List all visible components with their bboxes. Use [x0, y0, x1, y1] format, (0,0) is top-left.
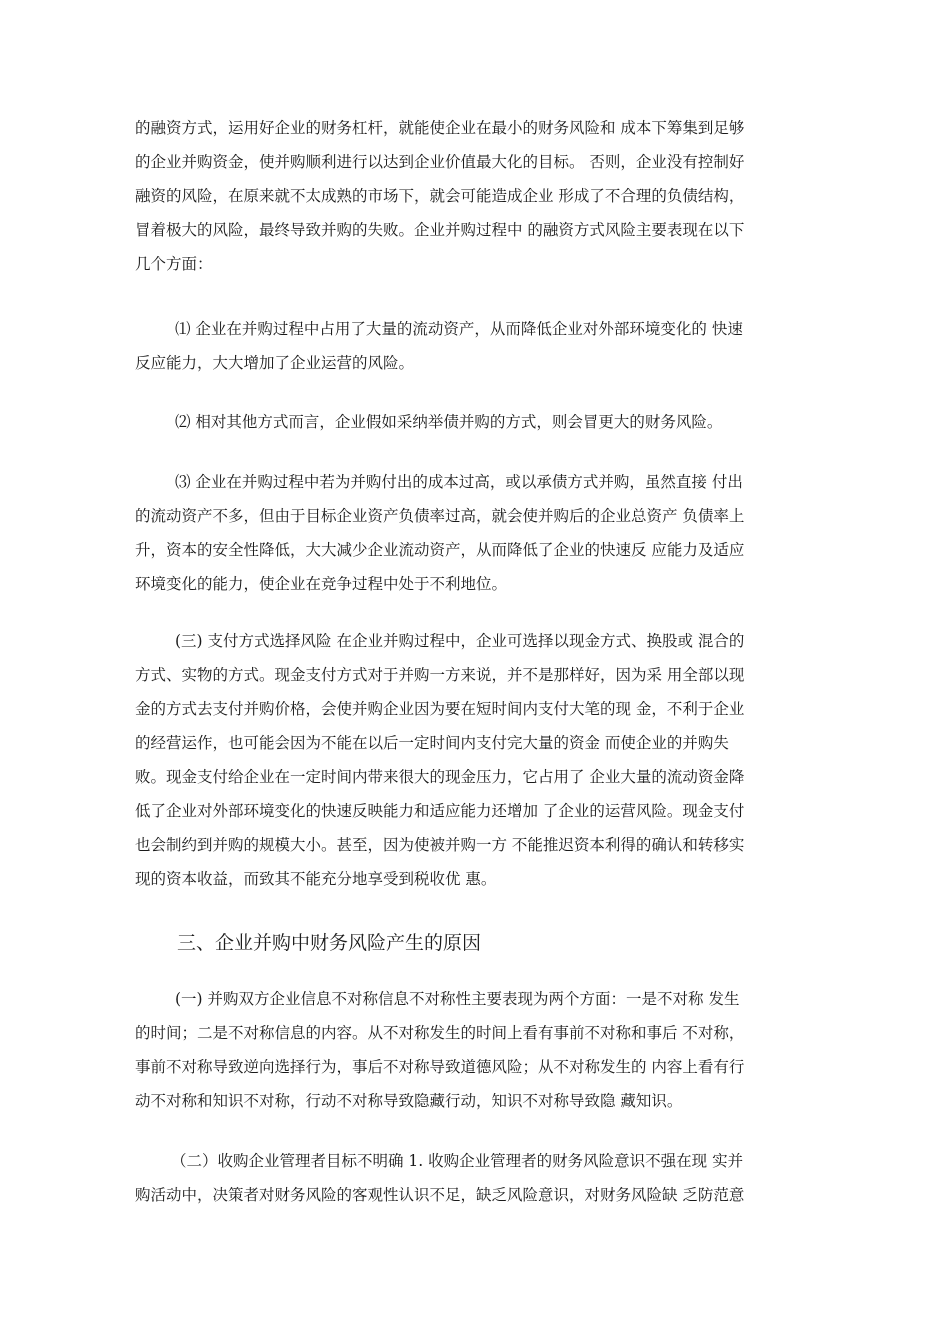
text-line: 也会制约到并购的规模大小。甚至，因为使被并购一方 不能推迟资本利得的确认和转移实	[135, 836, 745, 854]
paragraph-item-1	[135, 312, 850, 380]
section-heading: 三、企业并购中财务风险产生的原因	[177, 932, 482, 954]
text-line: 金的方式去支付并购价格，会使并购企业因为要在短时间内支付大笔的现 金，不利于企业	[135, 700, 745, 718]
text-line: 事前不对称导致逆向选择行为，事后不对称导致道德风险；从不对称发生的 内容上看有行	[135, 1058, 745, 1076]
text-line: 融资的风险，在原来就不太成熟的市场下，就会可能造成企业 形成了不合理的负债结构，	[135, 187, 745, 205]
text-line: 的时间；二是不对称信息的内容。从不对称发生的时间上看有事前不对称和事后 不对称，	[135, 1024, 745, 1042]
text-line: 的流动资产不多，但由于目标企业资产负债率过高，就会使并购后的企业总资产 负债率上	[135, 507, 745, 525]
text-line: 低了企业对外部环境变化的快速反映能力和适应能力还增加 了企业的运营风险。现金支付	[135, 802, 745, 820]
paragraph-item-3	[135, 465, 850, 601]
text-line: 的融资方式，运用好企业的财务杠杆，就能使企业在最小的财务风险和 成本下筹集到足够	[135, 119, 745, 137]
paragraph-payment-risk	[135, 624, 850, 896]
text-line: 环境变化的能力，使企业在竞争过程中处于不利地位。	[135, 575, 508, 593]
text-line: (三) 支付方式选择风险 在企业并购过程中，企业可选择以现金方式、换股或 混合的	[175, 632, 745, 650]
text-line: 败。现金支付给企业在一定时间内带来很大的现金压力，它占用了 企业大量的流动资金降	[135, 768, 745, 786]
text-line: ⑶ 企业在并购过程中若为并购付出的成本过高，或以承债方式并购，虽然直接 付出	[175, 473, 743, 491]
text-line: 现的资本收益，而致其不能充分地享受到税收优 惠。	[135, 870, 497, 888]
text-line: ⑴ 企业在并购过程中占用了大量的流动资产，从而降低企业对外部环境变化的 快速	[175, 320, 743, 338]
text-line: 购活动中，决策者对财务风险的客观性认识不足，缺乏风险意识，对财务风险缺 乏防范意	[135, 1186, 745, 1204]
text-line: 的经营运作，也可能会因为不能在以后一定时间内支付完大量的资金 而使企业的并购失	[135, 734, 729, 752]
paragraph-management-goals	[135, 1144, 850, 1212]
text-line: 方式、实物的方式。现金支付方式对于并购一方来说，并不是那样好，因为采 用全部以现	[135, 666, 745, 684]
text-line: 的企业并购资金，使并购顺利进行以达到企业价值最大化的目标。 否则，企业没有控制好	[135, 153, 745, 171]
text-line: 反应能力，大大增加了企业运营的风险。	[135, 354, 415, 372]
text-line: ⑵ 相对其他方式而言，企业假如采纳举债并购的方式，则会冒更大的财务风险。	[175, 413, 723, 431]
paragraph-financing-intro	[135, 111, 850, 281]
text-line: 升，资本的安全性降低，大大减少企业流动资产，从而降低了企业的快速反 应能力及适应	[135, 541, 745, 559]
paragraph-item-2	[135, 405, 850, 439]
text-line: (一) 并购双方企业信息不对称信息不对称性主要表现为两个方面：一是不对称 发生	[175, 990, 740, 1008]
text-line: （二）收购企业管理者目标不明确 1. 收购企业管理者的财务风险意识不强在现 实并	[171, 1152, 744, 1170]
paragraph-info-asymmetry	[135, 982, 850, 1118]
text-line: 几个方面：	[135, 255, 213, 273]
text-line: 冒着极大的风险，最终导致并购的失败。企业并购过程中 的融资方式风险主要表现在以下	[135, 221, 745, 239]
text-line: 动不对称和知识不对称，行动不对称导致隐藏行动，知识不对称导致隐 藏知识。	[135, 1092, 683, 1110]
